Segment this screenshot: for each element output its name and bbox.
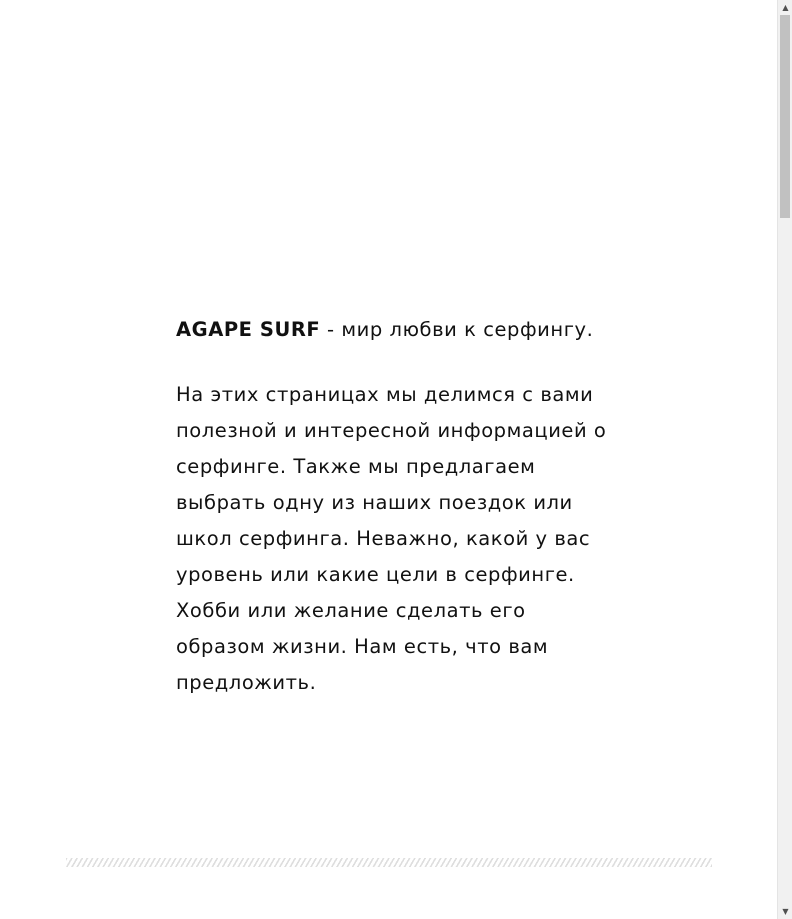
intro-section (176, 312, 616, 701)
intro-paragraph (176, 312, 616, 348)
vertical-scrollbar[interactable] (777, 0, 792, 919)
brand-name: AGAPE SURF (176, 318, 321, 341)
intro-tagline: - мир любви к серфингу. (320, 318, 594, 341)
scrollbar-thumb[interactable] (780, 15, 790, 218)
scroll-down-arrow-icon[interactable]: ▼ (782, 907, 789, 916)
hatched-divider (66, 858, 712, 867)
scroll-up-arrow-icon[interactable]: ▲ (782, 3, 789, 12)
description-paragraph: На этих страницах мы делимся с вами полезной и интересной информацией о серфинге. Также мы предлагаем выбрать одну из наших поездок или школ серфинга. Неважно, какой у вас уровень или какие цели в серфинге. Хобби или желание сделать его образом жизни. Нам есть, что вам предложить. (176, 383, 607, 694)
